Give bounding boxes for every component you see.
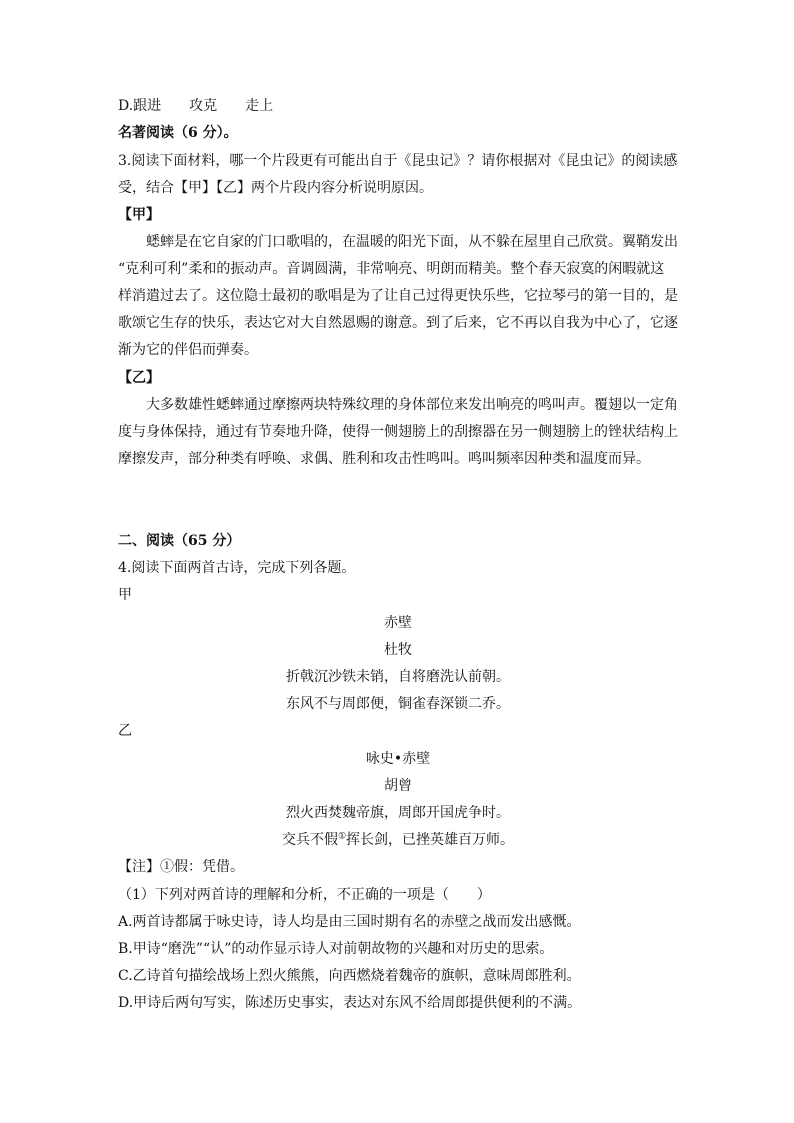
q2-option-d: D.跟进 攻克 走上: [118, 98, 274, 114]
section-heading-reading: 二、阅读（65 分）: [118, 533, 241, 549]
option-d: D.甲诗后两句写实，陈述历史事实，表达对东风不给周郎提供便利的不满。: [118, 995, 582, 1011]
poem-jia-title: 赤壁: [384, 615, 412, 631]
poem-yi-line-2-part-a: 交兵不假: [281, 832, 338, 848]
footnote: 【注】①假：凭借。: [118, 859, 244, 875]
poem-yi-label: 乙: [118, 723, 132, 739]
poem-yi-line-2: [118, 830, 678, 850]
q3-text-line-1: 3.阅读下面材料，哪一个片段更有可能出自于《昆虫记》？请你根据对《昆虫记》的阅读感: [118, 153, 678, 169]
passage-jia-line-5: 渐为它的伴侣而弹奏。: [118, 342, 258, 358]
poem-jia-line-1: 折戟沉沙铁未销，自将磨洗认前朝。: [286, 669, 510, 685]
poem-jia-line-2: 东风不与周郎便，铜雀春深锁二乔。: [286, 696, 510, 712]
passage-jia-line-2: “克利可利”柔和的振动声。音调圆满，非常响亮、明朗而精美。整个春天寂寞的闲暇就这: [118, 261, 665, 277]
passage-jia-line-1: 蟋蟀是在它自家的门口歌唱的，在温暖的阳光下面，从不躲在屋里自己欣赏。翼鞘发出: [146, 234, 678, 250]
option-c: C.乙诗首句描绘战场上烈火熊熊，向西燃烧着魏帝的旗帜，意味周郎胜利。: [118, 968, 581, 984]
passage-jia-line-3: 样消遣过去了。这位隐士最初的歌唱是为了让自己过得更快乐些，它拉琴弓的第一目的，是: [118, 288, 678, 304]
passage-yi-line-2: 度与身体保持，通过有节奏地升降，使得一侧翅膀上的刮擦器在另一侧翅膀上的锉状结构上: [118, 424, 678, 440]
option-b: B.甲诗“磨洗”“认”的动作显示诗人对前朝故物的兴趣和对历史的思索。: [118, 941, 554, 957]
section-heading-mingzhu: 名著阅读（6 分）。: [118, 125, 238, 141]
footnote-marker: ①: [337, 831, 347, 842]
q4-subquestion-1: （1）下列对两首诗的理解和分析，不正确的一项是（ ）: [118, 887, 491, 903]
passage-jia-line-4: 歌颂它生存的快乐，表达它对大自然恩赐的谢意。到了后来，它不再以自我为中心了，它逐: [118, 315, 678, 331]
poem-yi-author: 胡曾: [384, 778, 412, 794]
passage-jia-label: 【甲】: [118, 207, 160, 223]
poem-jia-label: 甲: [118, 587, 132, 603]
q4-prompt: 4.阅读下面两首古诗，完成下列各题。: [118, 560, 356, 576]
option-a: A.两首诗都属于咏史诗，诗人均是由三国时期有名的赤壁之战而发出感慨。: [118, 914, 581, 930]
poem-yi-line-1: 烈火西焚魏帝旗，周郎开国虎争时。: [286, 805, 510, 821]
passage-yi-label: 【乙】: [118, 370, 160, 386]
poem-yi-line-2-part-b: 挥长剑，已挫英雄百万师。: [346, 832, 515, 848]
passage-yi-line-3: 摩擦发声，部分种类有呼唤、求偶、胜利和攻击性鸣叫。鸣叫频率因种类和温度而异。: [118, 451, 650, 467]
passage-yi-line-1: 大多数雄性蟋蟀通过摩擦两块特殊纹理的身体部位来发出响亮的鸣叫声。覆翅以一定角: [146, 397, 678, 413]
poem-yi-title: 咏史•赤壁: [365, 751, 431, 767]
poem-jia-author: 杜牧: [384, 642, 412, 658]
q3-text-line-2: 受，结合【甲】【乙】两个片段内容分析说明原因。: [118, 180, 433, 196]
